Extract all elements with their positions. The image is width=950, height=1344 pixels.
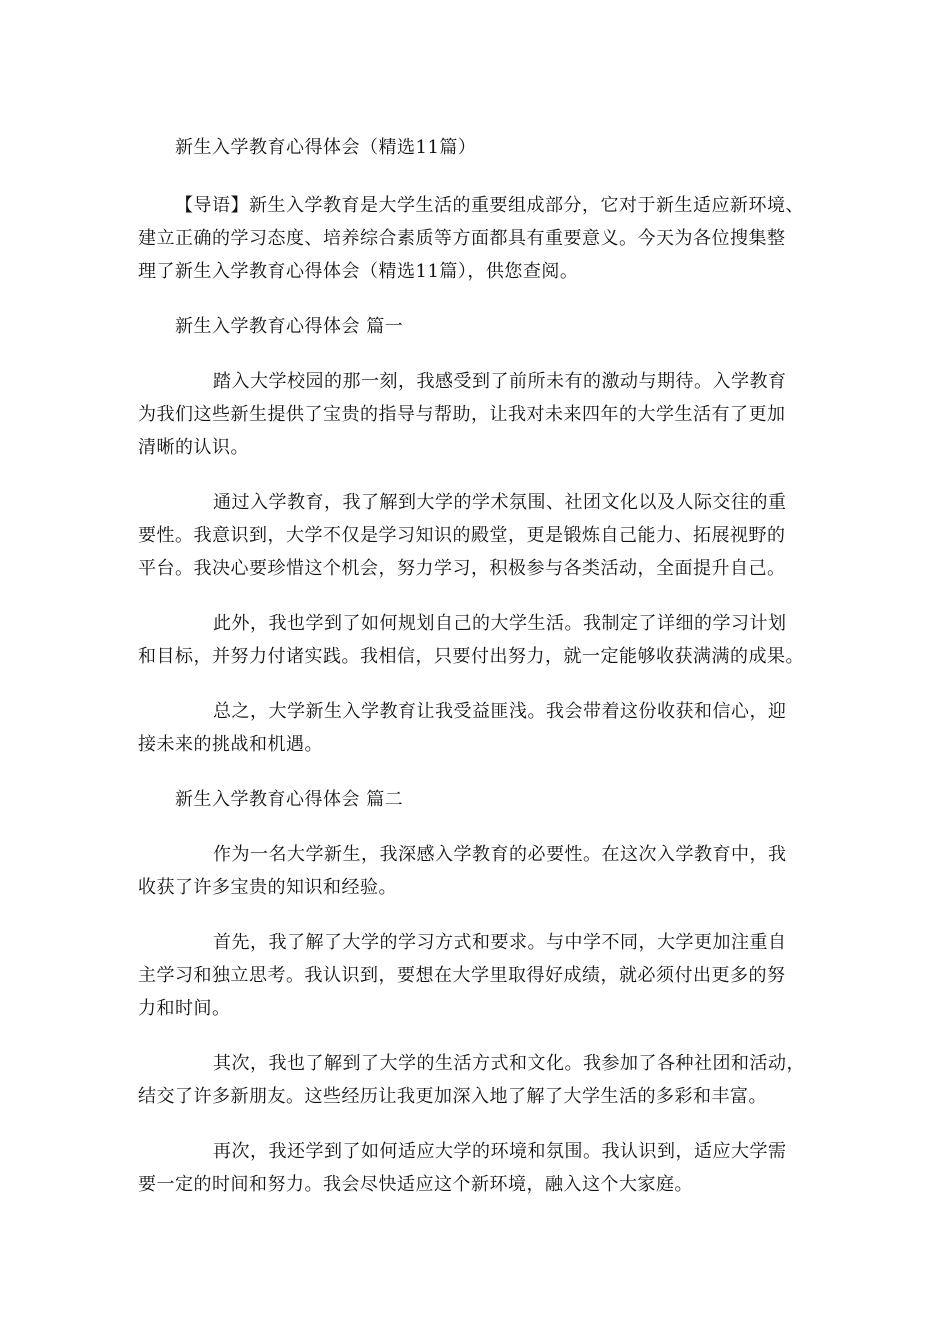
paragraph-line: 力和时间。 — [138, 998, 231, 1019]
paragraph-line: 为我们这些新生提供了宝贵的指导与帮助，让我对未来四年的大学生活有了更加 — [138, 404, 786, 425]
paragraph-line: 通过入学教育，我了解到大学的学术氛围、社团文化以及人际交往的重 — [213, 492, 787, 513]
paragraph-line: 收获了许多宝贵的知识和经验。 — [138, 877, 397, 898]
intro-line: 【导语】新生入学教育是大学生活的重要组成部分，它对于新生适应新环境、 — [175, 195, 804, 216]
paragraph-line: 其次，我也了解到了大学的生活方式和文化。我参加了各种社团和活动， — [213, 1053, 805, 1074]
paragraph-line: 作为一名大学新生，我深感入学教育的必要性。在这次入学教育中，我 — [213, 844, 787, 865]
paragraph-line: 首先，我了解了大学的学习方式和要求。与中学不同，大学更加注重自 — [213, 932, 787, 953]
paragraph-line: 此外，我也学到了如何规划自己的大学生活。我制定了详细的学习计划 — [213, 613, 787, 634]
section-heading: 新生入学教育心得体会 篇一 — [175, 316, 404, 337]
paragraph-line: 清晰的认识。 — [138, 437, 249, 458]
paragraph-line: 主学习和独立思考。我认识到，要想在大学里取得好成绩，就必须付出更多的努 — [138, 965, 786, 986]
paragraph-line: 再次，我还学到了如何适应大学的环境和氛围。我认识到，适应大学需 — [213, 1141, 787, 1162]
intro-line: 建立正确的学习态度、培养综合素质等方面都具有重要意义。今天为各位搜集整 — [138, 228, 786, 249]
document-title: 新生入学教育心得体会（精选11篇） — [175, 137, 477, 158]
intro-line: 理了新生入学教育心得体会（精选11篇），供您查阅。 — [138, 261, 579, 282]
paragraph-line: 平台。我决心要珍惜这个机会，努力学习，积极参与各类活动，全面提升自己。 — [138, 558, 786, 579]
paragraph-line: 结交了许多新朋友。这些经历让我更加深入地了解了大学生活的多彩和丰富。 — [138, 1086, 767, 1107]
paragraph-line: 踏入大学校园的那一刻，我感受到了前所未有的激动与期待。入学教育 — [213, 371, 787, 392]
paragraph-line: 要一定的时间和努力。我会尽快适应这个新环境，融入这个大家庭。 — [138, 1174, 693, 1195]
paragraph-line: 总之，大学新生入学教育让我受益匪浅。我会带着这份收获和信心，迎 — [213, 701, 787, 722]
paragraph-line: 和目标，并努力付诸实践。我相信，只要付出努力，就一定能够收获满满的成果。 — [138, 646, 804, 667]
paragraph-line: 要性。我意识到，大学不仅是学习知识的殿堂，更是锻炼自己能力、拓展视野的 — [138, 525, 786, 546]
paragraph-line: 接未来的挑战和机遇。 — [138, 734, 323, 755]
section-heading: 新生入学教育心得体会 篇二 — [175, 789, 404, 810]
